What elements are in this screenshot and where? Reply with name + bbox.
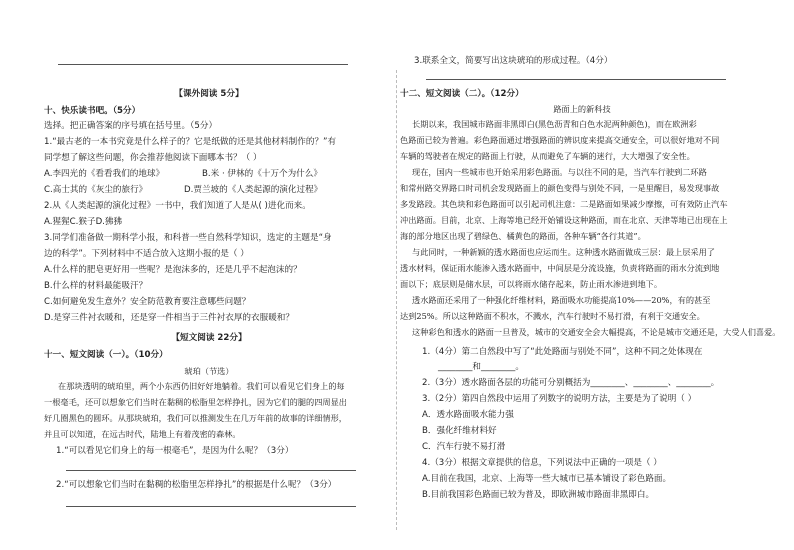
question-3-option-d: D.是穿三件衬衣暖和，还是穿一件相当于三件衬衣厚的衣服暖和？ bbox=[44, 313, 294, 323]
section-12-question-1-blanks: ________和________。 bbox=[438, 362, 524, 372]
passage-2-line-9: 与此同时，一种新颖的透水路面也应运而生。这种透水路面做成三层：最上层采用了 bbox=[412, 247, 715, 257]
section-12-question-3-option-c: C．汽车行驶不易打滑 bbox=[422, 442, 506, 452]
answer-line bbox=[58, 64, 348, 65]
question-2: 2.从《人类起源的演化过程》一书中，我们知道了人是从( )进化而来。 bbox=[44, 201, 311, 211]
passage-1-title: 琥珀（节选） bbox=[184, 366, 234, 376]
section-12-question-2: 2.（3分）透水路面各层的功能可分别概括为________、________、________。 bbox=[422, 378, 720, 388]
answer-line bbox=[66, 506, 356, 507]
answer-line bbox=[66, 470, 356, 471]
section-banner-short: 【短文阅读 22分】 bbox=[171, 333, 247, 343]
passage-2-line-3: 车辆的驾驶者在规定的路面上行驶，从而避免了车辆的迷行，大大增强了安全性。 bbox=[400, 151, 695, 161]
answer-line bbox=[426, 79, 726, 80]
question-3-option-c: C.如何避免发生意外？安全防范教育要注意哪些问题？ bbox=[44, 297, 251, 307]
passage-2-line-8: 海的部分地区出现了碧绿色、橘黄色的路面，各种车辆“各行其道”。 bbox=[400, 231, 646, 241]
section-12-question-1: 1.（4分）第二自然段中写了“此处路面与别处不同”，这种不同之处体现在 bbox=[422, 347, 703, 357]
question-3-option-b: B.什么样的材料最能吸汗？ bbox=[44, 281, 148, 291]
passage-2-line-7: 冲出路面。目前，北京、上海等地已经开始铺设这种路面，而在北京、天津等地已出现在上 bbox=[400, 215, 728, 225]
passage-2-line-13: 达到25%。所以这种路面不积水，不溅水，汽车行驶时不易打滑，有利于交通安全。 bbox=[400, 311, 705, 321]
section-12-question-3: 3.（2分）第四自然段中运用了列数字的说明方法，主要是为了说明（ ） bbox=[422, 394, 697, 404]
question-1-option-c: C.高士其的《灰尘的旅行》 bbox=[44, 185, 148, 195]
section-12-question-4: 4.（3分）根据文章提供的信息，下列说法中正确的一项是（ ） bbox=[422, 458, 662, 468]
passage-2-line-1: 长期以来，我国城市路面非黑即白(黑色沥青和白色水泥两种颜色)，而在欧洲彩 bbox=[412, 119, 697, 129]
section-11-question-1: 1.“可以看见它们身上的每一根毫毛”，是因为什么呢？（3分） bbox=[56, 446, 294, 456]
section-10-instruction: 选择。把正确答案的序号填在括号里。（5分） bbox=[44, 121, 218, 131]
passage-2-line-6: 多发路段。其色块和彩色路面可以引起司机注意：二是路面如果减少摩擦，可有效防止汽车 bbox=[400, 199, 728, 209]
passage-2-line-14: 这种彩色和透水的路面一旦普及，城市的交通安全会大幅提高，不论是城市交通还是，大受人们喜爱。 bbox=[412, 327, 781, 337]
section-12-question-3-option-b: B．强化纤维材料好 bbox=[422, 426, 497, 436]
section-12-question-4-option-b: B.目前我国彩色路面已较为普及，即欧洲城市路面非黑即白。 bbox=[422, 490, 655, 500]
passage-2-title: 路面上的新科技 bbox=[553, 104, 611, 114]
passage-2-line-12: 透水路面还采用了一种强化纤维材料，路面吸水功能提高10%——20%，有的甚至 bbox=[412, 295, 711, 305]
passage-2-line-10: 透水材料，保证雨水能渗入透水路面中，中间层是分流设施，负责将路面的雨水分流到地 bbox=[400, 263, 720, 273]
section-11-question-3: 3.联系全文，简要写出这块琥珀的形成过程。（4分） bbox=[414, 56, 613, 66]
section-10-title: 十、快乐读书吧。（5分） bbox=[44, 106, 141, 116]
passage-2-line-4: 现在，国内一些城市也开始采用彩色路面。与以往不同的是，当汽车行驶到二环路 bbox=[412, 167, 707, 177]
passage-1-line-2: 一根毫毛，还可以想象它们当时在黏稠的松脂里怎样挣扎，因为它们的腿的四周显出 bbox=[44, 397, 347, 407]
section-12-question-4-option-a: A.目前在我国，北京、上海等一些大城市已基本铺设了彩色路面。 bbox=[422, 474, 672, 484]
question-2-options: A.猩猩C.猴子D.狒狒 bbox=[44, 217, 123, 227]
column-divider bbox=[396, 70, 397, 530]
question-1-line-1: 1.“最古老的一本书究竟是什么样子的？它是纸做的还是其他材料制作的？”有 bbox=[44, 137, 337, 147]
passage-1-line-4: 并且可以知道，在远古时代，陆地上有着茂密的森林。 bbox=[44, 429, 241, 439]
section-11-title: 十一、短文阅读（一）。（10分） bbox=[44, 350, 168, 360]
question-1-option-a: A.李四光的《看看我们的地球》 bbox=[44, 169, 165, 179]
section-11-question-2: 2.“可以想象它们当时在黏稠的松脂里怎样挣扎”的根据是什么呢？（3分） bbox=[56, 480, 337, 490]
passage-1-line-3: 好几圈黑色的圆环。从那块琥珀，我们可以推测发生在几万年前的故事的详细情形， bbox=[44, 413, 347, 423]
passage-1-line-1: 在那块透明的琥珀里，两个小东西仍旧好好地躺着。我们可以看见它们身上的每 bbox=[58, 381, 345, 391]
question-1-option-d: D.贾兰坡的《人类起源的演化过程》 bbox=[184, 185, 323, 195]
question-3-line-2: 边的科学”。下列材料中不适合放入这期小报的是（ ） bbox=[44, 249, 249, 259]
question-3-line-1: 3.同学们准备做一期科学小报，和科普一些自然科学知识，选定的主题是“身 bbox=[44, 233, 332, 243]
section-12-title: 十二、短文阅读（二）。（12分） bbox=[400, 89, 524, 99]
question-1-option-b: B.米 · 伊林的《十万个为什么》 bbox=[202, 169, 322, 179]
passage-2-line-11: 面以下；底层则是储水层，可以将雨水储存起来，防止雨水渗进到地下。 bbox=[400, 279, 663, 289]
passage-2-line-5: 和常州路交界路口时司机会发现路面上的颜色变得与别处不同，一是里醒目，易发现事故 bbox=[400, 183, 720, 193]
question-1-line-2: 同学想了解这些问题，你会推荐他阅读下面哪本书？（ ） bbox=[44, 153, 262, 163]
question-3-option-a: A.什么样的肥皂更好用一些呢？是泡沫多的，还是几乎不起泡沫的？ bbox=[44, 265, 302, 275]
passage-2-line-2: 色路面已较为普遍。彩色路面通过增强路面的辨识度来提高交通安全，可以很好地对不同 bbox=[400, 135, 720, 145]
section-banner-extra: 【课外阅读 5分】 bbox=[174, 89, 244, 99]
section-12-question-3-option-a: A．透水路面吸水能力强 bbox=[422, 410, 514, 420]
